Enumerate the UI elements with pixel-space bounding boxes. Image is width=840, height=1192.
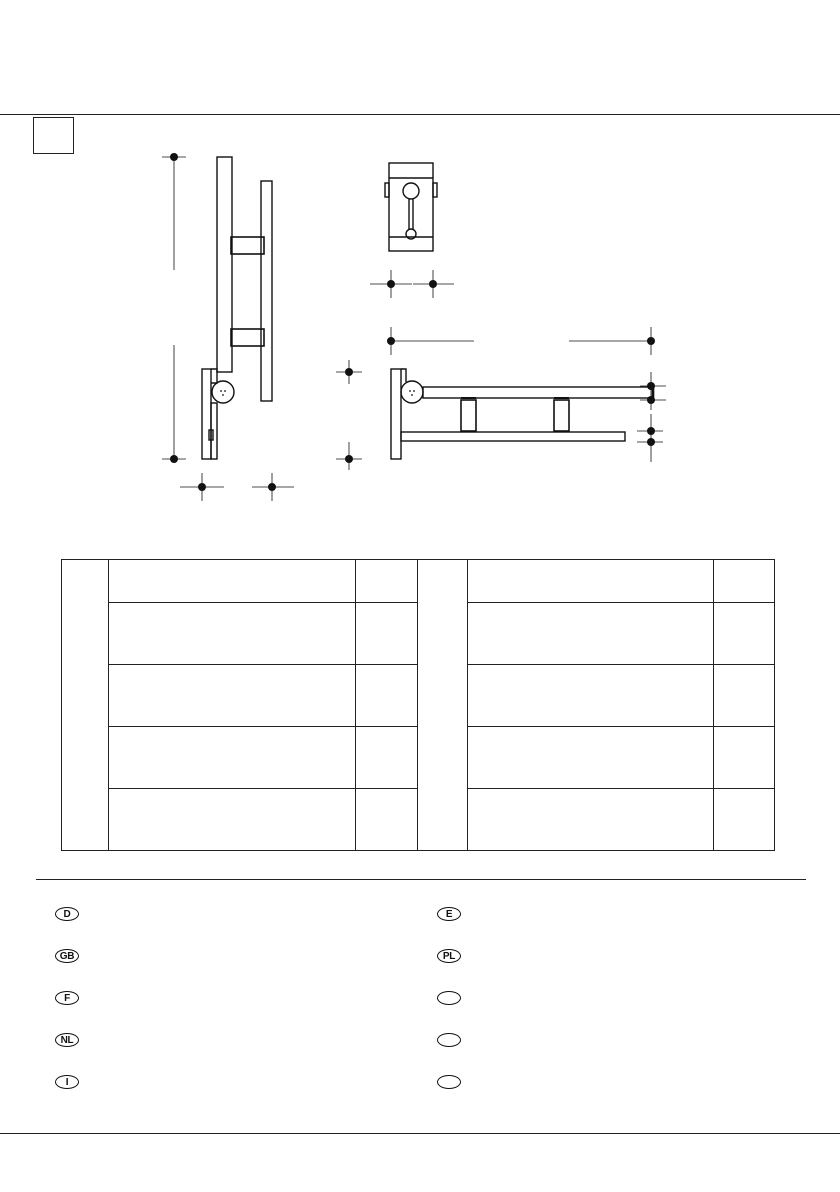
spec-cell — [109, 727, 356, 789]
bottom-rule — [0, 1133, 840, 1134]
spec-table — [61, 559, 775, 851]
language-badge: PL — [437, 949, 461, 963]
spec-cell — [714, 727, 775, 789]
spec-left-header-value — [356, 560, 418, 603]
spec-cell — [468, 727, 714, 789]
spec-cell — [468, 603, 714, 665]
languages-rule — [36, 879, 806, 880]
spec-right-label — [418, 560, 468, 851]
language-badge: GB — [55, 949, 79, 963]
language-item[interactable] — [437, 991, 471, 1005]
language-item[interactable] — [55, 1033, 89, 1047]
language-item[interactable] — [437, 1075, 471, 1089]
language-item[interactable] — [55, 991, 89, 1005]
spec-left-label — [62, 560, 109, 851]
spec-right-header-name — [468, 560, 714, 603]
language-badge — [437, 1075, 461, 1089]
language-badge — [437, 1033, 461, 1047]
spec-cell — [356, 727, 418, 789]
language-item[interactable] — [437, 949, 471, 963]
language-badge — [437, 991, 461, 1005]
language-item[interactable] — [55, 949, 89, 963]
language-badge: D — [55, 907, 79, 921]
language-badge: NL — [55, 1033, 79, 1047]
language-item[interactable] — [55, 907, 89, 921]
spec-right-header-value — [714, 560, 775, 603]
spec-cell — [356, 603, 418, 665]
language-item[interactable] — [437, 1033, 471, 1047]
language-badge: E — [437, 907, 461, 921]
spec-cell — [714, 665, 775, 727]
language-item[interactable] — [437, 907, 471, 921]
spec-cell — [109, 665, 356, 727]
spec-cell — [714, 789, 775, 851]
spec-cell — [109, 603, 356, 665]
side-view-folded — [162, 157, 294, 501]
spec-cell — [356, 789, 418, 851]
side-view-unfolded — [336, 327, 666, 470]
language-item[interactable] — [55, 1075, 89, 1089]
wall-plate-view — [370, 163, 454, 298]
spec-left-header-name — [109, 560, 356, 603]
technical-drawing — [0, 0, 840, 520]
spec-cell — [714, 603, 775, 665]
language-badge: F — [55, 991, 79, 1005]
spec-cell — [109, 789, 356, 851]
spec-cell — [468, 789, 714, 851]
spec-cell — [468, 665, 714, 727]
spec-cell — [356, 665, 418, 727]
language-badge: I — [55, 1075, 79, 1089]
